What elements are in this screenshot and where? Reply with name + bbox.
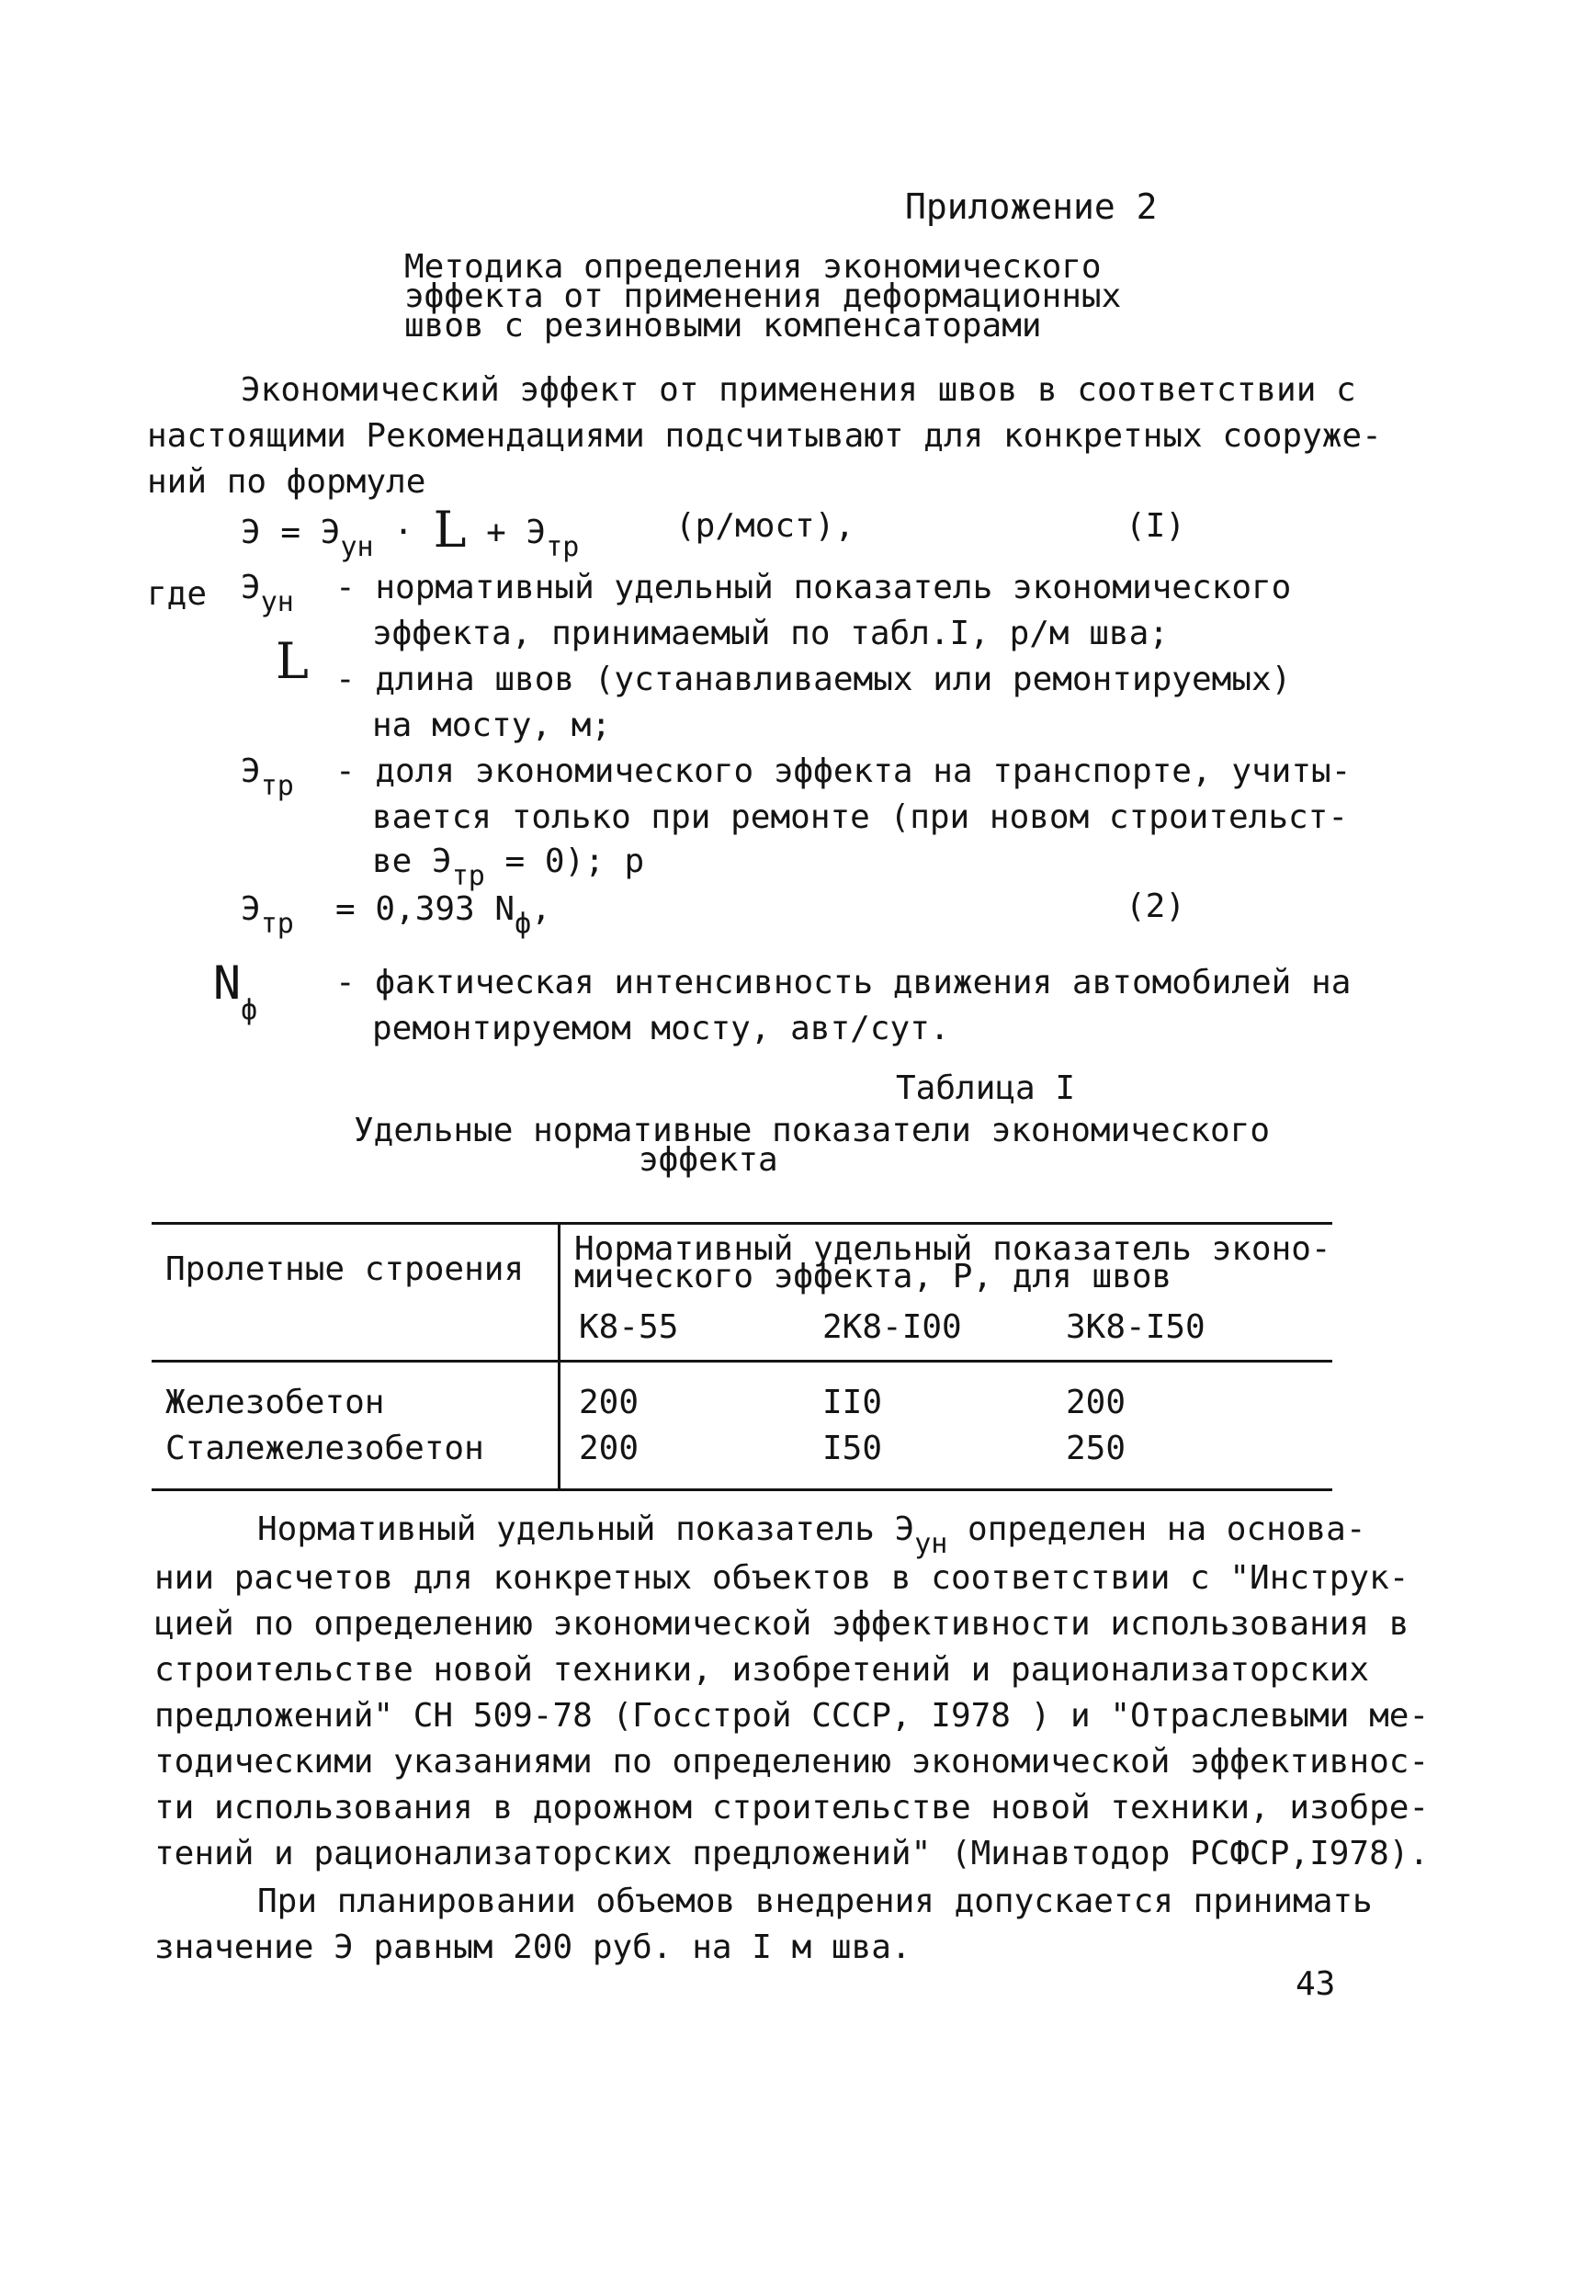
table-top-rule <box>152 1222 1332 1225</box>
table-row-1-value-2: II0 <box>822 1384 883 1421</box>
def-L-line-2: на мосту, м; <box>372 707 612 744</box>
table-group-header-1: Нормативный удельный показатель эконо- <box>574 1230 1331 1268</box>
formula-2-rhs <box>335 890 551 940</box>
formula-2-lhs <box>241 890 294 940</box>
formula-1-plus: + <box>486 514 506 551</box>
table-row-1-value-1: 200 <box>579 1384 640 1421</box>
after-table-line-8: тений и рационализаторских предложений" (Минавтодор РСФСР,I978). <box>154 1835 1430 1872</box>
formula-1-etr: Э <box>526 514 547 551</box>
formula-2-rhs-sub: ф <box>515 908 532 940</box>
n-symbol-base: N <box>213 956 242 1010</box>
after-table-line-1-pre: Нормативный удельный показатель Э <box>257 1510 915 1548</box>
def-etr-symbol <box>241 752 294 802</box>
formula-1-unit: (р/мост), <box>675 507 855 545</box>
formula-2-lhs-base: Э <box>241 890 261 928</box>
table-subheader-1: К8-55 <box>579 1308 679 1346</box>
def-etr-base: Э <box>241 752 261 790</box>
title-line-2: эффекта от применения деформационных <box>404 277 1122 315</box>
final-line-2: значение Э равным 200 руб. на I м шва. <box>154 1928 911 1966</box>
formula-1-dot: · <box>393 514 413 551</box>
after-table-line-2: нии расчетов для конкретных объектов в соответствии с "Инструк- <box>154 1559 1409 1597</box>
page-number: 43 <box>1296 1965 1336 2003</box>
table-row-1-value-3: 200 <box>1066 1384 1126 1421</box>
appendix-label: Приложение 2 <box>905 187 1158 227</box>
intro-line-2: настоящими Рекомендациями подсчитывают для конкретных сооруже- <box>147 417 1382 455</box>
after-table-line-1-post: определен на основа- <box>947 1510 1366 1548</box>
formula-1-L: L <box>433 501 467 559</box>
table-label: Таблица I <box>896 1069 1076 1107</box>
def-etr-line-3 <box>372 843 645 892</box>
table-column-divider <box>558 1224 560 1490</box>
formula-2-rhs-post: , <box>531 890 551 928</box>
table-bottom-rule <box>152 1488 1332 1491</box>
title-line-3: швов с резиновыми компенсаторами <box>404 307 1042 345</box>
after-table-line-5: предложений" СН 509-78 (Госстрой СССР, I978 ) и "Отраслевыми ме- <box>154 1697 1430 1735</box>
final-line-1: При планировании объемов внедрения допускается принимать <box>257 1883 1373 1920</box>
after-table-line-3: цией по определению экономической эффективности использования в <box>154 1605 1409 1643</box>
table-row-2-name: Сталежелезобетон <box>165 1430 484 1467</box>
n-def-line-1: - фактическая интенсивность движения автомобилей на <box>335 964 1352 1001</box>
intro-line-1: Экономический эффект от применения швов в соответствии с <box>241 371 1356 409</box>
def-etr-line-3-sub: тр <box>451 860 485 892</box>
def-etr-line-1: - доля экономического эффекта на транспорте, учиты- <box>335 752 1352 790</box>
formula-1-eun: Э <box>320 514 341 551</box>
table-group-header-2: мического эффекта, Р, для швов <box>574 1258 1172 1295</box>
formula-2-number: (2) <box>1126 888 1186 925</box>
table-caption-1: Удельные нормативные показатели экономического <box>354 1112 1270 1149</box>
formula-1-eun-sub: ун <box>340 531 374 563</box>
def-etr-line-3-post: = 0); р <box>484 843 645 880</box>
formula-2-lhs-sub: тр <box>260 908 294 940</box>
def-eun-line-1: - нормативный удельный показатель экономического <box>335 569 1292 606</box>
table-col0-header: Пролетные строения <box>165 1250 525 1288</box>
formula-2-rhs-main: = 0,393 N <box>335 890 515 928</box>
def-eun-base: Э <box>241 569 261 606</box>
def-etr-line-2: вается только при ремонте (при новом строительст- <box>372 798 1349 836</box>
formula-1-number: (I) <box>1126 507 1186 545</box>
table-header-rule <box>152 1360 1332 1363</box>
def-etr-line-3-pre: ве Э <box>372 843 452 880</box>
n-symbol-sub: ф <box>241 994 258 1026</box>
def-eun-line-2: эффекта, принимаемый по табл.I, р/м шва; <box>372 615 1169 652</box>
table-row-2-value-3: 250 <box>1066 1430 1126 1467</box>
after-table-line-4: строительстве новой техники, изобретений и рационализаторских <box>154 1651 1370 1689</box>
table-subheader-2: 2К8-I00 <box>822 1308 962 1346</box>
after-table-line-6: тодическими указаниями по определению экономической эффективнос- <box>154 1743 1430 1781</box>
def-etr-sub: тр <box>260 770 294 802</box>
n-symbol <box>213 956 258 1026</box>
formula-1-etr-sub: тр <box>546 531 580 563</box>
n-def-line-2: ремонтируемом мосту, авт/сут. <box>372 1010 950 1047</box>
formula-1-eq: = <box>280 514 301 551</box>
after-table-line-1-sub: ун <box>914 1528 948 1560</box>
def-eun-symbol <box>241 569 294 618</box>
table-caption-2: эффекта <box>639 1141 778 1179</box>
table-row-2-value-1: 200 <box>579 1430 640 1467</box>
intro-line-3: ний по формуле <box>147 463 426 501</box>
formula-1-e: Э <box>241 514 261 551</box>
after-table-line-1 <box>257 1510 1366 1560</box>
title-line-1: Методика определения экономического <box>404 248 1102 286</box>
table-row-2-value-2: I50 <box>822 1430 883 1467</box>
table-subheader-3: 3К8-I50 <box>1066 1308 1205 1346</box>
def-L-line-1: - длина швов (устанавливаемых или ремонтируемых) <box>335 661 1292 698</box>
table-row-1-name: Железобетон <box>165 1384 385 1421</box>
def-L-symbol: L <box>276 632 309 690</box>
after-table-line-7: ти использования в дорожном строительстве новой техники, изобре- <box>154 1789 1430 1827</box>
def-eun-sub: ун <box>260 586 294 618</box>
formula-1 <box>241 501 580 563</box>
where-label: где <box>147 575 208 613</box>
